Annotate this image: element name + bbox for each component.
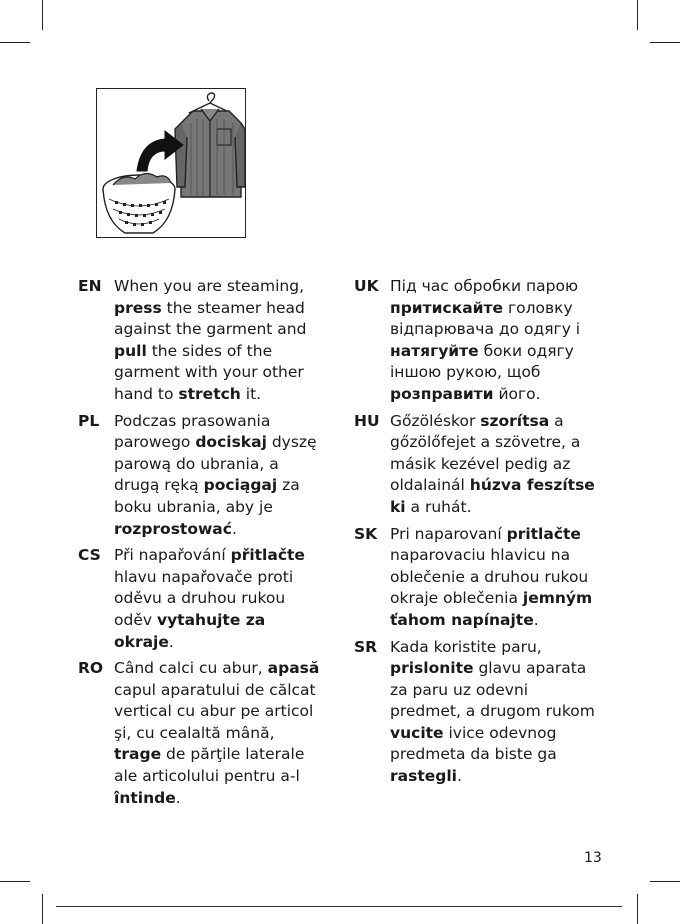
steamer-garment-basket-illustration-icon [97, 89, 245, 237]
crop-mark-top-left-v [42, 0, 43, 30]
text-run: Când calci cu abur, [114, 659, 268, 678]
instruction-text [390, 411, 602, 519]
left-column [78, 276, 336, 814]
text-run: . [533, 610, 539, 629]
emphasized-term: prislonite [390, 659, 474, 678]
language-entry-sr [354, 637, 614, 788]
crop-mark-bottom-left-v [42, 894, 43, 924]
emphasized-term: trage [114, 745, 162, 764]
instruction-text [390, 276, 602, 406]
emphasized-term: întinde [114, 788, 176, 807]
text-run: ivice odevnog predmeta da biste ga [390, 723, 557, 764]
emphasized-term: pociągaj [203, 476, 278, 495]
instruction-text [114, 545, 326, 653]
language-code: HU [354, 411, 380, 430]
text-run: naparovaciu hlavicu na oblečenie a druhou rukou okraje oblečenia [390, 546, 589, 608]
text-run: dyszę parową do ubrania, a drugą ręką [114, 433, 317, 495]
text-run: . [175, 788, 181, 807]
emphasized-term: húzva feszítse ki [390, 476, 595, 516]
text-run: головку відпарювача до одягу і [390, 298, 581, 339]
language-code: SK [354, 524, 378, 543]
language-entry-hu [354, 411, 614, 519]
emphasized-term: přitlačte [230, 546, 305, 565]
bottom-rule [56, 906, 622, 907]
text-run: za boku ubrania, aby je [114, 476, 300, 516]
emphasized-term: szorítsa [480, 411, 550, 430]
text-run: Pri naparovaní [390, 524, 507, 543]
text-run: hlavu napařovače proti oděvu a druhou rukou oděv [114, 567, 294, 629]
text-run: a ruhát. [405, 497, 472, 516]
crop-mark-bottom-right-h [650, 881, 680, 882]
emphasized-term: натягуйте [390, 341, 479, 360]
instruction-text [114, 658, 326, 809]
text-run: Kada koristite paru, [390, 637, 542, 656]
language-entry-sk [354, 524, 614, 632]
steamer-illustration [96, 88, 246, 238]
emphasized-term: rozprostować [114, 519, 232, 538]
language-entry-ro [78, 658, 336, 809]
emphasized-term: rastegli [390, 767, 457, 786]
language-code: SR [354, 637, 378, 656]
instruction-text [390, 524, 602, 632]
text-run: the sides of the garment with your other hand to [114, 341, 304, 403]
instruction-text [114, 276, 326, 406]
language-code: EN [78, 277, 102, 295]
emphasized-term: pull [114, 341, 147, 360]
language-entry-cs [78, 545, 336, 653]
text-run: Під час обробки парою [390, 277, 578, 295]
crop-mark-top-left-h [0, 42, 30, 43]
language-code: UK [354, 277, 379, 295]
emphasized-term: press [114, 298, 162, 317]
emphasized-term: vytahujte za okraje [114, 610, 266, 651]
emphasized-term: pritlačte [506, 524, 581, 543]
language-code: PL [78, 411, 100, 430]
emphasized-term: jemným ťahom napínajte [390, 589, 593, 629]
emphasized-term: apasă [267, 659, 320, 678]
text-run: When you are steaming, [114, 277, 305, 295]
language-entry-pl [78, 411, 336, 541]
text-run: it. [240, 384, 262, 403]
text-run: Při napařování [114, 546, 231, 565]
text-run: the steamer head against the garment and [114, 298, 307, 339]
right-column [354, 276, 614, 793]
crop-mark-top-right-h [650, 42, 680, 43]
emphasized-term: притискайте [390, 298, 504, 317]
text-run: Gőzöléskor [390, 411, 481, 430]
language-entry-uk [354, 276, 614, 406]
language-code: CS [78, 546, 101, 565]
emphasized-term: розправити [390, 384, 494, 403]
emphasized-term: dociskaj [195, 433, 267, 452]
page-number: 13 [584, 850, 602, 866]
text-run: . [456, 767, 462, 786]
text-run: capul aparatului de călcat vertical cu abur pe articol şi, cu cealaltă mână, [114, 680, 316, 742]
text-run: Podczas prasowania parowego [114, 411, 271, 452]
text-run: його. [493, 384, 541, 403]
instruction-text [114, 411, 326, 541]
text-run: de părţile laterale ale articolului pentru a-l [114, 745, 305, 786]
language-entry-en [78, 276, 336, 406]
text-run: a gőzölőfejet a szövetre, a másik kezével pedig az oldalainál [390, 411, 581, 495]
instruction-text [390, 637, 602, 788]
text-run: . [168, 632, 174, 651]
crop-mark-top-right-v [637, 0, 638, 30]
crop-mark-bottom-right-v [637, 894, 638, 924]
emphasized-term: stretch [178, 384, 241, 403]
crop-mark-bottom-left-h [0, 881, 30, 882]
emphasized-term: vucite [390, 723, 444, 742]
text-run: боки одягу іншою рукою, щоб [390, 341, 574, 382]
text-run: . [231, 519, 237, 538]
language-code: RO [78, 659, 104, 678]
text-run: glavu aparata za paru uz odevni predmet, a drugom rukom [390, 659, 595, 721]
